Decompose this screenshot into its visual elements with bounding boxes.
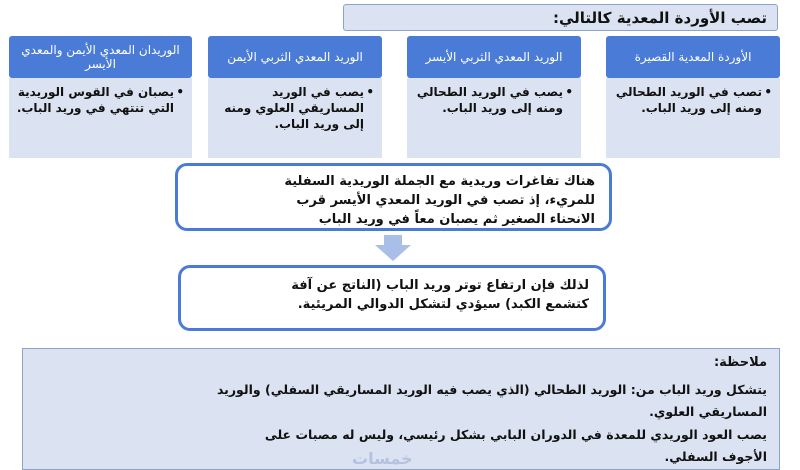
title-text: تصب الأوردة المعدية كالتالي: bbox=[552, 9, 767, 27]
column-header-right-left-gastric: الوريدان المعدي الأيمن والمعدي الأيسر bbox=[9, 36, 192, 78]
diagram-title bbox=[343, 4, 778, 31]
note-line-4: الأجوف السفلي. bbox=[664, 449, 767, 464]
anastomosis-line-1: هناك تفاغرات وريدية مع الجملة الوريدية السفلية bbox=[284, 174, 595, 189]
vein-columns bbox=[0, 36, 800, 158]
note-heading: ملاحظة: bbox=[713, 355, 767, 370]
note-line-2: المساريقي العلوي. bbox=[649, 404, 767, 419]
bullet-icon: • bbox=[176, 85, 184, 99]
column-header-right-gastroepiploic: الوريد المعدي الثربي الأيمن bbox=[208, 36, 382, 78]
note-line-3: يصب العود الوريدي للمعدة في الدوران البابي بشكل رئيسي، وليس له مصبات على bbox=[264, 427, 767, 442]
note-line-1: يتشكل وريد الباب من: الوريد الطحالي (الذي يصب فيه الوريد المساريقي السفلي) والوريد bbox=[216, 382, 767, 397]
column-header-short-gastric: الأوردة المعدية القصيرة bbox=[606, 36, 780, 78]
bullet-icon: • bbox=[565, 85, 573, 99]
bullet-icon: • bbox=[764, 85, 772, 99]
anastomosis-line-3: الانحناء الصغير ثم يصبان معاً في وريد الباب bbox=[318, 212, 595, 227]
column-body-right-gastroepiploic: • يصب في الوريد المساريقي العلوي ومنه إلى وريد الباب. bbox=[208, 78, 382, 158]
conclusion-line-2: كتشمع الكبد) سيؤدي لتشكل الدوالي المريئية. bbox=[297, 297, 589, 312]
down-arrow-icon bbox=[375, 235, 411, 261]
anastomosis-box bbox=[175, 163, 612, 231]
conclusion-box bbox=[178, 265, 606, 331]
column-body-short-gastric: • تصب في الوريد الطحالي ومنه إلى وريد الباب. bbox=[606, 78, 780, 158]
column-header-left-gastroepiploic: الوريد المعدي الثربي الأيسر bbox=[407, 36, 581, 78]
watermark: خمسات bbox=[352, 449, 413, 468]
column-body-left-gastroepiploic: • يصب في الوريد الطحالي ومنه إلى وريد الباب. bbox=[407, 78, 581, 158]
bullet-icon: • bbox=[366, 85, 374, 99]
column-body-right-left-gastric: • يصبان في القوس الوريدية التي تنتهي في وريد الباب. bbox=[9, 78, 192, 158]
anastomosis-line-2: للمريء، إذ تصب في الوريد المعدي الأيسر قرب bbox=[296, 193, 595, 208]
conclusion-line-1: لذلك فإن ارتفاع توتر وريد الباب (الناتج عن آفة bbox=[291, 278, 589, 293]
